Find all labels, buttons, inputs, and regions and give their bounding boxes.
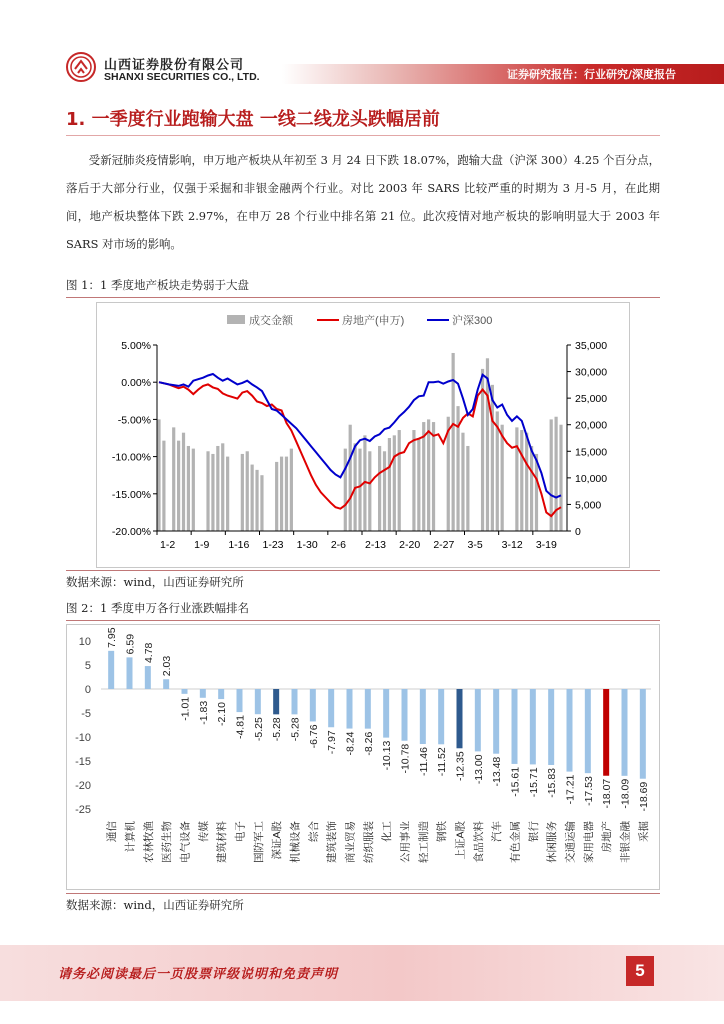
figure2-chart-frame xyxy=(66,624,660,890)
turnover-bar xyxy=(255,470,258,531)
industry-bar xyxy=(292,689,298,714)
turnover-bar xyxy=(378,446,381,531)
x-tick-label: 3-19 xyxy=(535,539,557,551)
x-tick-label: 3-5 xyxy=(467,539,483,551)
turnover-bar xyxy=(172,427,175,531)
category-label: 化工 xyxy=(381,821,394,842)
industry-bar xyxy=(273,689,279,714)
bar-value-label: -5.25 xyxy=(252,717,265,742)
x-tick-label: 2-20 xyxy=(399,539,421,551)
footer-disclaimer: 请务必阅读最后一页股票评级说明和免责声明 xyxy=(58,967,339,982)
turnover-bar xyxy=(349,425,352,531)
category-label: 公用事业 xyxy=(399,821,412,863)
x-tick-label: 1-23 xyxy=(262,539,284,551)
industry-bar xyxy=(585,689,591,773)
turnover-bar xyxy=(554,417,557,531)
category-label: 有色金属 xyxy=(509,821,522,863)
turnover-bar xyxy=(187,446,190,531)
bar-value-label: 4.78 xyxy=(142,642,155,664)
industry-bar xyxy=(548,689,554,765)
turnover-bar xyxy=(417,438,420,531)
turnover-bar xyxy=(206,451,209,531)
industry-bar xyxy=(200,689,206,698)
industry-bar xyxy=(328,689,334,727)
y-tick-label: -10 xyxy=(75,732,91,744)
category-label: 钢铁 xyxy=(436,821,449,842)
bar-value-label: 6.59 xyxy=(124,633,137,655)
turnover-bar xyxy=(432,422,435,531)
turnover-bar xyxy=(162,441,165,531)
y-tick-label: 0 xyxy=(84,684,91,696)
legend-label: 成交金额 xyxy=(249,315,293,327)
x-tick-label: 1-30 xyxy=(296,539,318,551)
bar-value-label: -10.13 xyxy=(381,740,394,771)
bar-value-label: -4.81 xyxy=(234,715,247,740)
category-label: 房地产 xyxy=(601,821,614,853)
turnover-bar xyxy=(260,475,263,531)
turnover-bar xyxy=(241,454,244,531)
category-label: 交通运输 xyxy=(564,821,577,863)
x-tick-label: 3-12 xyxy=(501,539,523,551)
figure1-rule xyxy=(66,297,660,298)
industry-bar xyxy=(383,689,389,738)
turnover-bar xyxy=(515,427,518,531)
y-left-tick-label: 5.00% xyxy=(121,340,151,352)
bar-value-label: -15.83 xyxy=(546,767,559,798)
y-tick-label: -20 xyxy=(75,780,91,792)
bar-value-label: -18.07 xyxy=(601,778,614,809)
bar-value-label: -15.61 xyxy=(509,766,522,797)
turnover-bar xyxy=(275,462,278,531)
bar-value-label: -13.48 xyxy=(491,756,504,787)
turnover-bar xyxy=(412,430,415,531)
category-label: 休闲服务 xyxy=(546,821,559,863)
turnover-bar xyxy=(501,425,504,531)
industry-bar xyxy=(163,679,169,689)
page-number: 5 xyxy=(626,956,654,986)
legend-swatch-turnover xyxy=(227,315,245,324)
figure1-source: 数据来源：wind，山西证券研究所 xyxy=(66,575,244,589)
industry-bar xyxy=(365,689,371,729)
turnover-bar xyxy=(251,465,254,531)
category-label: 建筑材料 xyxy=(216,821,229,863)
turnover-bar xyxy=(344,449,347,531)
figure1-chart-frame xyxy=(96,302,630,568)
turnover-bar xyxy=(221,443,224,531)
turnover-bar xyxy=(290,449,293,531)
industry-bar xyxy=(567,689,573,772)
category-label: 家用电器 xyxy=(582,821,595,863)
category-label: 通信 xyxy=(106,821,119,842)
bar-value-label: -12.35 xyxy=(454,751,467,782)
figure1-caption: 图 1：1 季度地产板块走势弱于大盘 xyxy=(66,278,249,292)
category-label: 机械设备 xyxy=(289,821,302,863)
turnover-bar xyxy=(211,454,214,531)
turnover-bar xyxy=(358,449,361,531)
section-title: 1. 一季度行业跑输大盘 一线二线龙头跌幅居前 xyxy=(66,109,440,130)
bar-value-label: -2.10 xyxy=(216,702,229,727)
y-tick-label: -15 xyxy=(75,756,91,768)
figure2-chart xyxy=(67,625,659,889)
category-label: 纺织服装 xyxy=(362,821,375,863)
bar-value-label: -8.26 xyxy=(362,731,375,756)
category-label: 电子 xyxy=(234,821,247,842)
bar-value-label: -1.01 xyxy=(179,696,192,721)
category-label: 电气设备 xyxy=(179,821,192,863)
turnover-bar xyxy=(422,422,425,531)
bar-value-label: -17.21 xyxy=(564,774,577,805)
category-label: 非银金融 xyxy=(619,821,632,863)
turnover-bar xyxy=(177,441,180,531)
y-right-tick-label: 25,000 xyxy=(575,393,608,406)
x-tick-label: 2-6 xyxy=(330,539,347,551)
category-label: 食品饮料 xyxy=(472,821,485,863)
page-header xyxy=(0,0,724,95)
y-left-tick-label: -20.00% xyxy=(111,526,151,538)
bar-value-label: -15.71 xyxy=(527,767,540,798)
category-label: 建筑装饰 xyxy=(326,821,339,863)
y-right-tick-label: 20,000 xyxy=(575,419,608,432)
category-label: 汽车 xyxy=(491,821,504,842)
turnover-bar xyxy=(525,433,528,531)
industry-bar xyxy=(145,666,151,689)
category-label: 传媒 xyxy=(197,821,210,842)
section-divider xyxy=(66,135,660,136)
industry-bar xyxy=(457,689,463,748)
industry-bar xyxy=(310,689,316,721)
industry-bar xyxy=(108,651,114,689)
industry-bar xyxy=(255,689,261,714)
y-right-tick-label: 10,000 xyxy=(575,472,608,485)
y-tick-label: -5 xyxy=(81,708,91,720)
bar-value-label: -7.97 xyxy=(326,730,339,755)
turnover-bar xyxy=(388,438,391,531)
y-right-tick-label: 0 xyxy=(575,526,581,538)
bar-value-label: -11.46 xyxy=(417,747,430,777)
category-label: 商业贸易 xyxy=(344,821,357,863)
bar-value-label: -11.52 xyxy=(436,747,449,777)
turnover-bar xyxy=(192,449,195,531)
bar-value-label: 7.95 xyxy=(106,627,119,648)
bar-value-label: 2.03 xyxy=(161,655,174,677)
turnover-bar xyxy=(559,425,562,531)
bar-value-label: -18.09 xyxy=(619,778,632,809)
category-label: 农林牧渔 xyxy=(142,821,155,863)
y-tick-label: 5 xyxy=(84,660,91,672)
industry-bar xyxy=(402,689,408,741)
x-tick-label: 1-16 xyxy=(228,539,250,551)
y-right-tick-label: 35,000 xyxy=(575,340,608,352)
turnover-bar xyxy=(157,419,160,531)
industry-bar xyxy=(347,689,353,729)
legend-label: 房地产(申万) xyxy=(342,315,405,327)
figure1-chart xyxy=(97,303,629,567)
bar-value-label: -18.69 xyxy=(637,781,650,812)
category-label: 采掘 xyxy=(637,821,650,842)
bar-value-label: -17.53 xyxy=(582,776,595,806)
y-left-tick-label: 0.00% xyxy=(121,377,151,390)
y-left-tick-label: -15.00% xyxy=(111,488,151,501)
company-name-cn: 山西证券股份有限公司 xyxy=(104,58,245,73)
y-right-tick-label: 5,000 xyxy=(575,499,602,512)
figure2-caption: 图 2：1 季度申万各行业涨跌幅排名 xyxy=(66,601,249,615)
figure1-bottom-rule xyxy=(66,570,660,571)
industry-bar xyxy=(438,689,444,744)
turnover-bar xyxy=(427,419,430,531)
turnover-bar xyxy=(216,446,219,531)
industry-bar xyxy=(512,689,518,764)
turnover-bar xyxy=(226,457,229,531)
turnover-bar xyxy=(368,451,371,531)
turnover-bar xyxy=(530,446,533,531)
bar-value-label: -13.00 xyxy=(472,754,485,785)
bar-value-label: -5.28 xyxy=(289,717,302,742)
category-label: 计算机 xyxy=(124,821,137,853)
company-name-en: SHANXI SECURITIES CO., LTD. xyxy=(104,71,260,83)
turnover-bar xyxy=(520,430,523,531)
bar-value-label: -6.76 xyxy=(307,724,320,749)
y-tick-label: 10 xyxy=(78,636,91,648)
legend-label: 沪深300 xyxy=(452,315,493,327)
bar-value-label: -10.78 xyxy=(399,743,412,774)
y-left-tick-label: -5.00% xyxy=(117,414,151,427)
figure2-bottom-rule xyxy=(66,893,660,894)
category-label: 银行 xyxy=(527,821,540,842)
category-label: 医药生物 xyxy=(161,821,174,863)
turnover-bar xyxy=(461,433,464,531)
turnover-bar xyxy=(246,451,249,531)
industry-bar xyxy=(603,689,609,776)
industry-bar xyxy=(475,689,481,751)
x-tick-label: 2-27 xyxy=(433,539,455,551)
y-left-tick-label: -10.00% xyxy=(111,451,151,464)
y-tick-label: -25 xyxy=(75,804,91,816)
category-label: 国防军工 xyxy=(252,821,265,863)
turnover-bar xyxy=(466,446,469,531)
x-tick-label: 1-2 xyxy=(160,539,176,551)
industry-bar xyxy=(127,657,133,689)
category-label: 深证A股 xyxy=(271,821,284,860)
industry-bar xyxy=(622,689,628,776)
turnover-bar xyxy=(285,457,288,531)
figure2-source: 数据来源：wind，山西证券研究所 xyxy=(66,898,244,912)
industry-bar xyxy=(182,689,188,694)
turnover-bar xyxy=(491,385,494,531)
industry-bar xyxy=(640,689,646,779)
y-right-tick-label: 15,000 xyxy=(575,446,608,459)
industry-bar xyxy=(218,689,224,699)
body-paragraph: 受新冠肺炎疫情影响，申万地产板块从年初至 3 月 24 日下跌 18.07%，跑输大盘（沪深 300）4.25 个百分点，落后于大部分行业，仅强于采掘和非银金融两个行业。对比 2003 年 SARS 比较严重的时期为 3 月-5 月，在此期间，地产板块整体下跌 2.97%，在申万 28 个行业中排名第 21 位。此次疫情对地产板块的影响明显大于 2003 年 SARS 对市场的影响。 xyxy=(66,153,660,251)
turnover-bar xyxy=(280,457,283,531)
industry-bar xyxy=(493,689,499,754)
figure2-rule xyxy=(66,620,660,621)
turnover-bar xyxy=(393,435,396,531)
industry-bar xyxy=(530,689,536,764)
turnover-bar xyxy=(383,451,386,531)
industry-bar xyxy=(237,689,243,712)
x-tick-label: 1-9 xyxy=(194,539,210,551)
bar-value-label: -1.83 xyxy=(197,700,210,725)
bar-value-label: -8.24 xyxy=(344,731,357,756)
bar-value-label: -5.28 xyxy=(271,717,284,742)
turnover-bar xyxy=(398,430,401,531)
turnover-bar xyxy=(481,369,484,531)
report-type: 证券研究报告：行业研究/深度报告 xyxy=(506,68,676,81)
category-label: 综合 xyxy=(307,821,320,842)
turnover-bar xyxy=(182,433,185,531)
category-label: 上证A股 xyxy=(454,821,467,860)
company-logo-icon xyxy=(66,52,96,82)
y-right-tick-label: 30,000 xyxy=(575,366,608,379)
x-tick-label: 2-13 xyxy=(365,539,387,551)
industry-bar xyxy=(420,689,426,744)
category-label: 轻工制造 xyxy=(417,821,430,863)
